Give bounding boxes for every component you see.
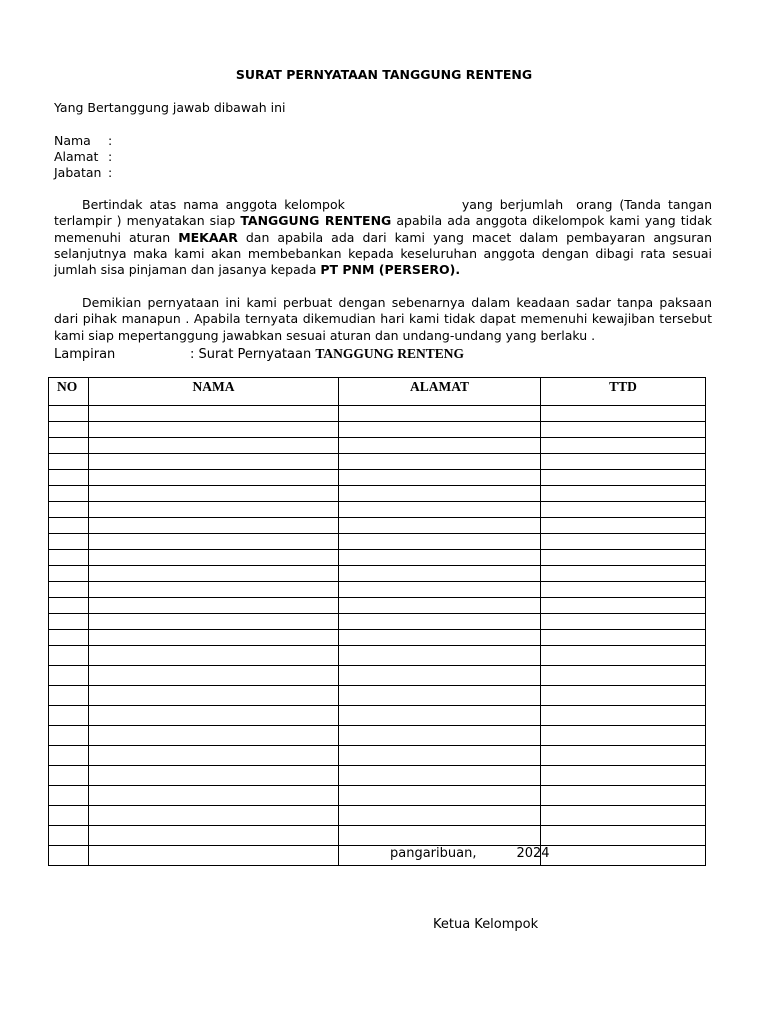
- para1-text: yang berjumlah: [461, 197, 564, 212]
- table-cell: [541, 486, 706, 502]
- table-row: [49, 666, 706, 686]
- intro-text: Yang Bertanggung jawab dibawah ini: [54, 100, 286, 115]
- table-cell: [49, 786, 89, 806]
- table-cell: [541, 550, 706, 566]
- column-header-nama: NAMA: [89, 378, 339, 406]
- member-table: [48, 377, 706, 866]
- table-cell: [89, 582, 339, 598]
- table-cell: [339, 582, 541, 598]
- table-cell: [49, 502, 89, 518]
- table-cell: [89, 486, 339, 502]
- table-cell: [49, 846, 89, 866]
- table-row: [49, 518, 706, 534]
- table-cell: [89, 550, 339, 566]
- table-cell: [49, 826, 89, 846]
- table-cell: [339, 422, 541, 438]
- field-label: Nama: [54, 133, 91, 148]
- table-cell: [339, 746, 541, 766]
- table-cell: [541, 726, 706, 746]
- para2-text: Demikian pernyataan ini kami perbuat dengan sebenarnya dalam keadaan sadar tanpa paksaan dari pihak manapun . Apabila ternyata dikemudian hari kami tidak dapat memenuhi kewajiban tersebut kami siap mepertanggung jawabkan sesuai aturan dan undang-undang yang berlaku .: [54, 295, 712, 343]
- field-label: Jabatan: [54, 165, 102, 180]
- table-cell: [339, 706, 541, 726]
- table-cell: [89, 766, 339, 786]
- table-cell: [541, 686, 706, 706]
- table-cell: [49, 706, 89, 726]
- lampiran-label: Lampiran: [54, 347, 116, 362]
- table-cell: [89, 454, 339, 470]
- table-cell: [89, 470, 339, 486]
- field-label: Alamat: [54, 149, 99, 164]
- table-cell: [89, 438, 339, 454]
- table-row: [49, 630, 706, 646]
- table-cell: [339, 550, 541, 566]
- table-cell: [541, 438, 706, 454]
- table-cell: [49, 534, 89, 550]
- column-header-ttd: TTD: [541, 378, 706, 406]
- table-cell: [541, 454, 706, 470]
- table-cell: [541, 598, 706, 614]
- table-cell: [49, 630, 89, 646]
- table-row: [49, 454, 706, 470]
- table-cell: [339, 470, 541, 486]
- table-cell: [541, 746, 706, 766]
- table-cell: [339, 666, 541, 686]
- table-header-row: [49, 378, 706, 406]
- table-cell: [339, 438, 541, 454]
- table-row: [49, 806, 706, 826]
- table-cell: [541, 826, 706, 846]
- table-cell: [339, 646, 541, 666]
- table-row: [49, 502, 706, 518]
- table-row: [49, 826, 706, 846]
- table-cell: [339, 726, 541, 746]
- table-cell: [541, 534, 706, 550]
- table-cell: [541, 766, 706, 786]
- para1-bold: PT PNM (PERSERO).: [320, 262, 461, 278]
- table-cell: [89, 566, 339, 582]
- table-cell: [89, 826, 339, 846]
- table-cell: [541, 646, 706, 666]
- field-separator: :: [108, 133, 113, 148]
- table-row: [49, 786, 706, 806]
- signature-place: pangaribuan,: [390, 846, 477, 861]
- table-cell: [541, 566, 706, 582]
- table-cell: [541, 666, 706, 686]
- table-cell: [339, 406, 541, 422]
- table-cell: [89, 686, 339, 706]
- table-row: [49, 534, 706, 550]
- table-body: [49, 406, 706, 866]
- table-row: [49, 406, 706, 422]
- paragraph-declaration: [54, 295, 712, 344]
- table-cell: [541, 706, 706, 726]
- signature-place-date: [390, 846, 550, 861]
- table-cell: [89, 746, 339, 766]
- table-cell: [89, 406, 339, 422]
- table-cell: [339, 786, 541, 806]
- field-separator: :: [108, 165, 113, 180]
- table-cell: [89, 614, 339, 630]
- signature-role: Ketua Kelompok: [433, 917, 539, 932]
- table-row: [49, 582, 706, 598]
- table-cell: [541, 518, 706, 534]
- signature-year: 2024: [516, 846, 550, 861]
- table-cell: [89, 846, 339, 866]
- table-row: [49, 598, 706, 614]
- table-cell: [541, 846, 706, 866]
- table-cell: [89, 786, 339, 806]
- table-row: [49, 706, 706, 726]
- table-cell: [49, 686, 89, 706]
- table-cell: [49, 746, 89, 766]
- table-row: [49, 726, 706, 746]
- table-cell: [339, 630, 541, 646]
- table-cell: [49, 566, 89, 582]
- lampiran-value: : Surat Pernyataan: [190, 347, 312, 362]
- table-cell: [49, 766, 89, 786]
- table-cell: [49, 438, 89, 454]
- table-cell: [339, 454, 541, 470]
- field-alamat: [54, 149, 112, 164]
- table-cell: [339, 502, 541, 518]
- table-row: [49, 746, 706, 766]
- para1-text: apabila ada anggota dikelompok kami yang tidak memenuhi aturan: [54, 213, 712, 245]
- table-cell: [49, 806, 89, 826]
- table-cell: [89, 518, 339, 534]
- table-cell: [89, 706, 339, 726]
- table-cell: [339, 518, 541, 534]
- table-cell: [49, 666, 89, 686]
- field-jabatan: [54, 165, 112, 180]
- lampiran-line: [54, 346, 464, 362]
- table-row: [49, 686, 706, 706]
- table-cell: [541, 406, 706, 422]
- table-cell: [339, 534, 541, 550]
- table-cell: [339, 566, 541, 582]
- para1-bold: MEKAAR: [178, 229, 238, 245]
- table-cell: [49, 454, 89, 470]
- table-cell: [541, 582, 706, 598]
- column-header-no: NO: [49, 378, 89, 406]
- table-cell: [49, 614, 89, 630]
- column-header-alamat: ALAMAT: [339, 378, 541, 406]
- table-cell: [89, 534, 339, 550]
- table-row: [49, 422, 706, 438]
- table-cell: [339, 826, 541, 846]
- table-cell: [49, 598, 89, 614]
- table-cell: [49, 582, 89, 598]
- table-cell: [89, 646, 339, 666]
- field-separator: :: [108, 149, 113, 164]
- table-row: [49, 566, 706, 582]
- table-cell: [89, 598, 339, 614]
- table-cell: [541, 614, 706, 630]
- table-cell: [339, 486, 541, 502]
- document-title: SURAT PERNYATAAN TANGGUNG RENTENG: [235, 67, 533, 82]
- table-cell: [49, 726, 89, 746]
- table-cell: [49, 550, 89, 566]
- table-cell: [89, 806, 339, 826]
- table-row: [49, 550, 706, 566]
- table-row: [49, 470, 706, 486]
- lampiran-value-bold: TANGGUNG RENTENG: [315, 346, 464, 361]
- table-cell: [49, 422, 89, 438]
- table-cell: [49, 518, 89, 534]
- table-cell: [49, 646, 89, 666]
- table-row: [49, 614, 706, 630]
- table-row: [49, 486, 706, 502]
- table-row: [49, 766, 706, 786]
- table-cell: [89, 726, 339, 746]
- table-cell: [339, 686, 541, 706]
- table-cell: [541, 422, 706, 438]
- table-cell: [49, 486, 89, 502]
- table-cell: [89, 666, 339, 686]
- table-cell: [541, 806, 706, 826]
- table-cell: [89, 502, 339, 518]
- table-cell: [541, 502, 706, 518]
- table-cell: [49, 406, 89, 422]
- table-cell: [339, 766, 541, 786]
- table-cell: [89, 630, 339, 646]
- table-cell: [339, 598, 541, 614]
- para1-text: orang (Tanda tangan terlampir ) menyatakan siap: [54, 197, 713, 229]
- table-cell: [89, 422, 339, 438]
- table-cell: [49, 470, 89, 486]
- table-cell: [339, 614, 541, 630]
- para1-text: Bertindak atas nama anggota kelompok: [82, 197, 345, 212]
- para1-text: dan apabila ada dari kami yang macet dalam pembayaran angsuran selanjutnya maka kami akan membebankan kepada keseluruhan anggota dengan dibagi rata sesuai jumlah sisa pinjaman dan jasanya kepada: [54, 229, 712, 278]
- table-row: [49, 438, 706, 454]
- table-cell: [541, 630, 706, 646]
- table-cell: [541, 470, 706, 486]
- table-cell: [339, 806, 541, 826]
- paragraph-statement: [54, 197, 712, 278]
- field-nama: [54, 133, 112, 148]
- table-row: [49, 646, 706, 666]
- table-row: [49, 846, 706, 866]
- table-cell: [541, 786, 706, 806]
- para1-bold: TANGGUNG RENTENG: [240, 213, 392, 229]
